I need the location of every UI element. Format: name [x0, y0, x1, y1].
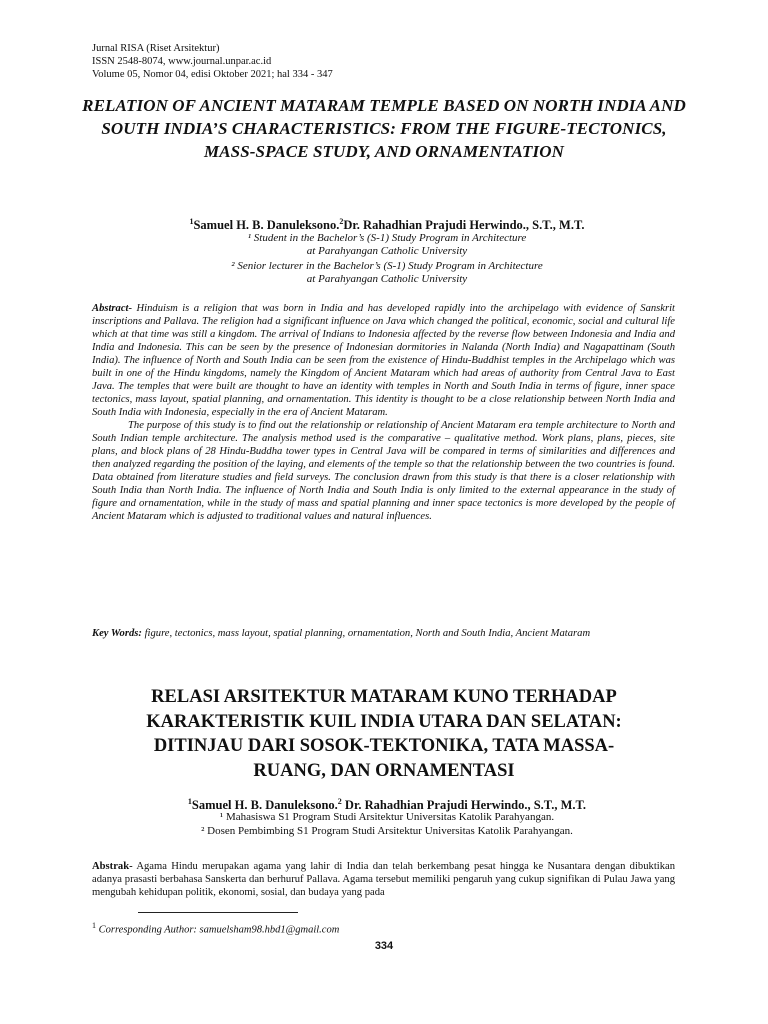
author2-name: Dr. Rahadhian Prajudi Herwindo., S.T., M.T. — [343, 218, 585, 233]
aff1-line2: at Parahyangan Catholic University — [306, 245, 468, 257]
abstract-paragraph-2: The purpose of this study is to find out the relationship or relationship of Ancient Mataram era temple architecture to North and South Indian temple architecture. The analysis method used is the comparative – qualitative method. Work plans, plans, pieces, site plans, and block plans of 28 Hindu-Buddha tower types in Central Java will be compared in terms of similarities and differences and then analyzed regarding the position of the laying, and elements of the temple so that the relationship between the two countries is found. Data obtained from literature studies and field surveys. The conclusion drawn from this study is that there is a closer relationship with South India than North India. The influence of North India and South India is only limited to the external appearance in the study of figure and ornamentation, while in the study of mass and spatial planning and inner space tectonics is more developed by the people of Ancient Mataram which is adjusted to traditional values and natural influences. — [92, 420, 675, 522]
abstract-p1-text: Hinduism is a religion that was born in India and has developed rapidly into the archipelago with evidence of Sanskrit inscriptions and Pallava. The religion had a significant influence on Java which changed the political, economic, social and cultural life which at that time was still a kingdom. The arrival of Indians to Indonesia affected by the reverse flow between Indonesia and India and India and Indonesia. This can be seen by the presence of Indonesian dormitories in Nalanda (North India) and Nagapattinam (South India). The influence of North and South India can be seen from the existence of Hindu-Buddhist temples in the Archipelago which was built in one of the Hindu kingdoms, namely the Kingdom of Ancient Mataram which had areas of authority from Central Java to East Java. The temples that were built are thought to have an identity with temples in North and South India in terms of figure, inner space tectonics, mass layout, spatial planning, and ornamentation. This identity is thought to be a close relationship between North India and South India with Indonesia, especially in the era of Ancient Mataram. — [92, 303, 675, 418]
keywords — [92, 627, 675, 640]
keywords-label: Key Words: — [92, 628, 142, 639]
id-author1-name: Samuel H. B. Danuleksono. — [191, 798, 338, 813]
footnote — [92, 921, 339, 936]
abstract-label: Abstract- — [92, 303, 133, 314]
english-authors — [92, 217, 682, 233]
author1-sup: 1 — [189, 217, 194, 226]
aff2-line2: at Parahyangan Catholic University — [306, 273, 468, 285]
footnote-text: Corresponding Author: samuelsham98.hbd1@gmail.com — [96, 924, 340, 936]
abstrak-text: Agama Hindu merupakan agama yang lahir di India dan telah berkembang pesat hingga ke Nusantara dengan dibuktikan adanya prasasti berbahasa Sanskerta dan berhuruf Pallava. Agama tersebut memiliki pengaruh yang cukup signifikan di Pulau Jawa yang mengubah kehidupan politik, ekonomi, sosial, dan budaya yang pada — [92, 861, 675, 898]
page-number: 334 — [374, 940, 394, 952]
indonesian-affiliation-2: ² Dosen Pembimbing S1 Program Studi Arsitektur Universitas Katolik Parahyangan. — [201, 825, 573, 837]
id-author1-sup: 1 — [187, 797, 192, 806]
id-author2-sup: 2 — [337, 797, 342, 806]
english-affiliation-2 — [92, 260, 682, 286]
indonesian-affiliation-1: ¹ Mahasiswa S1 Program Studi Arsitektur Universitas Katolik Parahyangan. — [219, 811, 555, 823]
indonesian-abstract — [92, 860, 675, 899]
english-title: RELATION OF ANCIENT MATARAM TEMPLE BASED ON NORTH INDIA AND SOUTH INDIA’S CHARACTERISTICS: FROM THE FIGURE-TECTONICS, MASS-SPACE STUDY, AND ORNAMENTATION — [82, 96, 686, 161]
author2-sup: 2 — [339, 217, 344, 226]
keywords-text: figure, tectonics, mass layout, spatial planning, ornamentation, North and South India, Ancient Mataram — [141, 628, 591, 639]
abstract-paragraph-1 — [92, 302, 675, 419]
id-title-line3: DITINJAU DARI SOSOK-TEKTONIKA, TATA MASSA- — [153, 736, 615, 756]
footnote-divider — [138, 912, 298, 913]
author1-name: Samuel H. B. Danuleksono. — [193, 218, 340, 233]
english-affiliation-1 — [92, 232, 682, 258]
journal-name: Jurnal RISA (Riset Arsitektur) — [92, 43, 220, 54]
aff1-line1: ¹ Student in the Bachelor’s (S-1) Study Program in Architecture — [247, 232, 527, 244]
footnote-sup: 1 — [92, 921, 96, 930]
journal-issn: ISSN 2548-8074, www.journal.unpar.ac.id — [92, 56, 272, 67]
english-abstract — [92, 302, 675, 523]
abstrak-label: Abstrak- — [92, 861, 133, 872]
id-author2-name: Dr. Rahadhian Prajudi Herwindo., S.T., M.T. — [341, 798, 587, 813]
aff2-line1: ² Senior lecturer in the Bachelor’s (S-1) Study Program in Architecture — [231, 260, 543, 272]
journal-volume: Volume 05, Nomor 04, edisi Oktober 2021; hal 334 - 347 — [92, 69, 333, 80]
journal-header — [92, 42, 333, 81]
id-title-line2: KARAKTERISTIK KUIL INDIA UTARA DAN SELATAN: — [146, 711, 622, 732]
id-title-line1: RELASI ARSITEKTUR MATARAM KUNO TERHADAP — [151, 687, 617, 707]
id-title-line4: RUANG, DAN ORNAMENTASI — [253, 760, 515, 781]
indonesian-title — [80, 685, 688, 783]
